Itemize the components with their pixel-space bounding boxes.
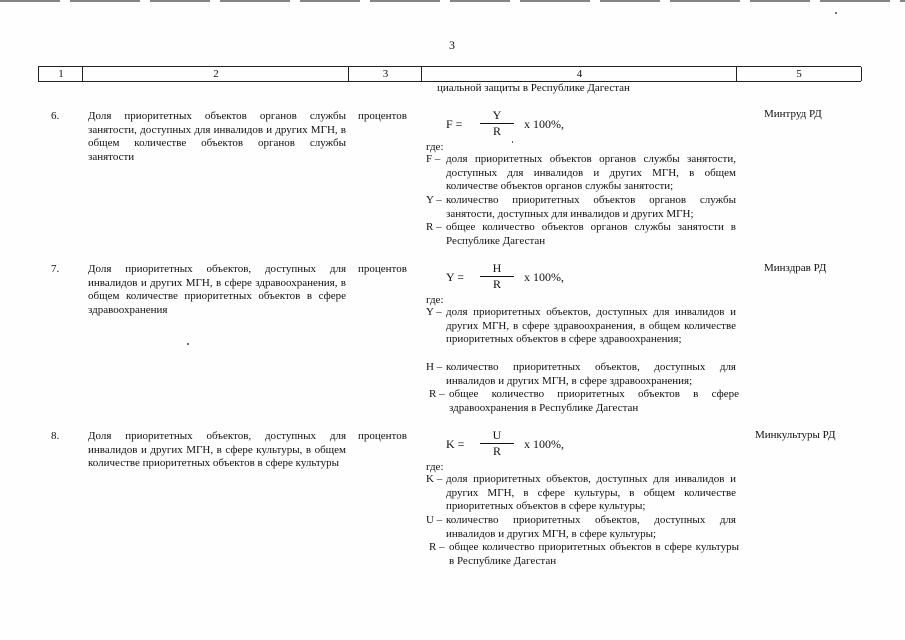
definition-text: доля приоритетных объектов органов службы занятости, доступных для инвалидов и других МГН, в общем количестве объектов органов службы занятости;: [446, 153, 736, 192]
definition-item: [426, 221, 736, 248]
scan-speck: [512, 141, 513, 143]
definition-item: [426, 194, 736, 221]
where-label: где:: [426, 294, 444, 306]
formula: [446, 262, 586, 292]
indicator-name: Доля приоритетных объектов, доступных для инвалидов и других МГН, в сфере здравоохранения, в общем количестве приоритетных объектов в сфере здравоохранения: [88, 263, 346, 316]
unit-of-measure: процентов: [358, 263, 407, 275]
definition-symbol: R –: [426, 221, 442, 233]
formula-lhs: F =: [446, 117, 463, 131]
column-header-5: 5: [736, 67, 862, 81]
column-header-2: 2: [82, 67, 349, 81]
formula-lhs: Y =: [446, 270, 464, 284]
column-header-4: 4: [421, 67, 737, 81]
where-label: где:: [426, 461, 444, 473]
formula-fraction: [480, 429, 514, 458]
where-label: где:: [426, 141, 444, 153]
formula-numerator: Y: [492, 108, 502, 122]
formula: [446, 109, 586, 139]
definition-item: [426, 473, 736, 514]
definition-item: [426, 361, 736, 388]
formula-denominator: R: [492, 444, 501, 458]
formula-numerator: U: [492, 428, 502, 442]
column-header-1: 1: [38, 67, 83, 81]
formula-denominator: R: [492, 124, 501, 138]
definition-item: [429, 388, 739, 415]
column-header-3: 3: [348, 67, 422, 81]
definition-text: общее количество приоритетных объектов в сфере здравоохранения в Республике Дагестан: [449, 388, 739, 414]
unit-of-measure: процентов: [358, 430, 407, 442]
definition-symbol: R –: [429, 388, 445, 400]
formula: [446, 429, 586, 459]
definition-symbol: H –: [426, 361, 443, 373]
definition-text: общее количество приоритетных объектов в сфере культуры в Республике Дагестан: [449, 541, 739, 567]
row-number: 7.: [51, 263, 60, 275]
continuation-text: циальной защиты в Республике Дагестан: [437, 82, 630, 94]
formula-numerator: H: [492, 261, 502, 275]
definition-text: доля приоритетных объектов, доступных для инвалидов и других МГН, в сфере культуры, в общем количестве приоритетных объектов в сфере культуры;: [446, 473, 736, 512]
formula-denominator: R: [492, 277, 501, 291]
definition-symbol: U –: [426, 514, 443, 526]
definition-text: общее количество объектов органов службы занятости в Республике Дагестан: [446, 221, 736, 247]
definition-symbol: Y –: [426, 194, 442, 206]
unit-of-measure: процентов: [358, 110, 407, 122]
scan-speck: [187, 343, 189, 345]
definition-symbol: R –: [429, 541, 445, 553]
indicator-name: Доля приоритетных объектов, доступных для инвалидов и других МГН, в сфере культуры, в общем количестве приоритетных объектов в сфере культуры: [88, 430, 346, 469]
definition-item: [426, 153, 736, 194]
indicator-name: Доля приоритетных объектов органов службы занятости, доступных для инвалидов и других МГН, в общем количестве объектов органов службы занятости: [88, 110, 346, 163]
definition-symbol: K –: [426, 473, 443, 485]
definition-symbol: F –: [426, 153, 441, 165]
scan-speck: [835, 12, 837, 14]
row-number: 6.: [51, 110, 60, 122]
formula-rhs: x 100%,: [524, 270, 564, 284]
formula-rhs: x 100%,: [524, 117, 564, 131]
responsible-organization: Минздрав РД: [764, 262, 827, 274]
definition-item: [426, 306, 736, 347]
formula-fraction: [480, 262, 514, 291]
responsible-organization: Минкультуры РД: [755, 429, 836, 441]
definition-symbol: Y –: [426, 306, 442, 318]
row-number: 8.: [51, 430, 60, 442]
formula-rhs: x 100%,: [524, 437, 564, 451]
formula-lhs: K =: [446, 437, 465, 451]
definition-text: доля приоритетных объектов, доступных для инвалидов и других МГН, в сфере здравоохранения, в общем количестве приоритетных объектов в сфере здравоохранения;: [446, 306, 736, 345]
page-number: 3: [449, 38, 455, 52]
formula-fraction: [480, 109, 514, 138]
definition-item: [429, 541, 739, 568]
scan-border: [0, 0, 905, 2]
definition-item: [426, 514, 736, 541]
definition-text: количество приоритетных объектов органов службы занятости, доступных для инвалидов и других МГН;: [446, 194, 736, 220]
definition-text: количество приоритетных объектов, доступных для инвалидов и других МГН, в сфере культуры;: [446, 514, 736, 540]
responsible-organization: Минтруд РД: [764, 108, 822, 120]
table-header: [38, 66, 861, 82]
definition-text: количество приоритетных объектов, доступных для инвалидов и других МГН, в сфере здравоохранения;: [446, 361, 736, 387]
